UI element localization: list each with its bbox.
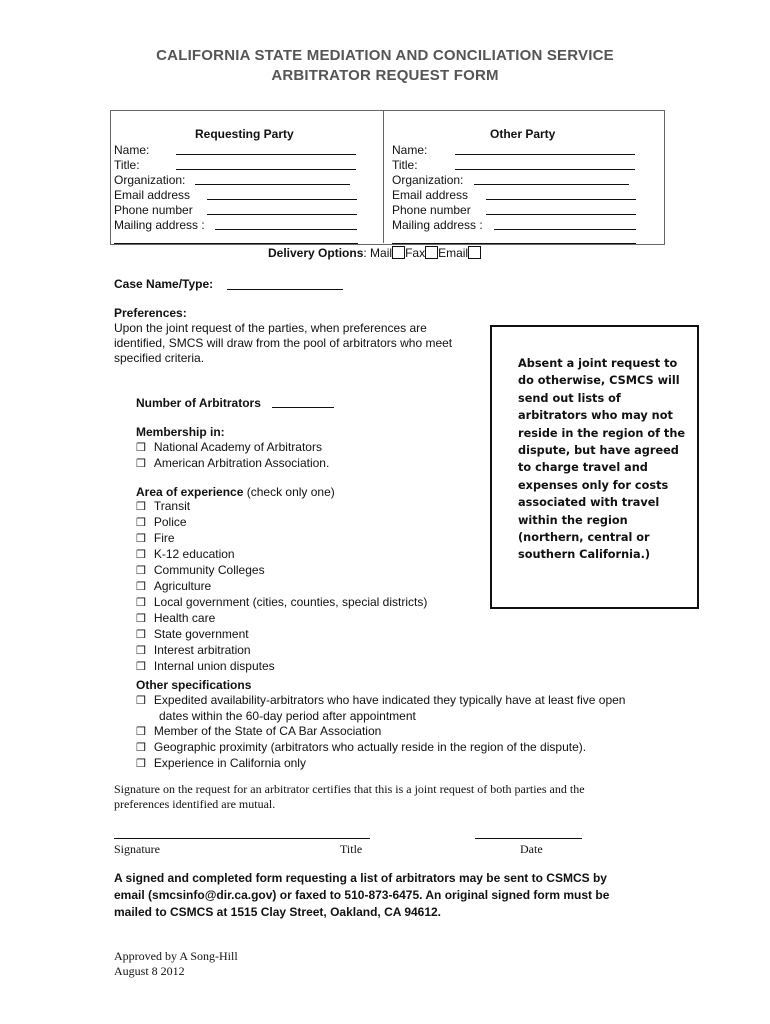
- rp-title-label: Title:: [114, 158, 140, 172]
- instruction-line: A signed and completed form requesting a list of arbitrators may be sent to CSMCS by: [114, 871, 607, 885]
- certification-line: preferences identified are mutual.: [114, 797, 276, 811]
- other-spec-item-label: Member of the State of CA Bar Association: [153, 724, 382, 738]
- rp-email-label: Email address: [114, 188, 191, 202]
- delivery-mail-label: Mail: [370, 246, 393, 260]
- date-field[interactable]: [475, 838, 582, 839]
- checkbox-icon[interactable]: ❒: [136, 458, 146, 470]
- note-line: do otherwise, CSMCS will: [518, 374, 680, 388]
- experience-item-label: Health care: [153, 611, 216, 625]
- op-organization-label: Organization:: [392, 173, 464, 187]
- rp-mailing-field[interactable]: [215, 229, 357, 230]
- experience-item[interactable]: [136, 611, 427, 627]
- experience-item-label: Transit: [153, 499, 191, 513]
- checkbox-icon[interactable]: ❒: [136, 742, 146, 754]
- experience-item[interactable]: [136, 531, 427, 547]
- experience-item[interactable]: [136, 579, 427, 595]
- experience-item-label: State government: [153, 627, 249, 641]
- experience-item-label: Local government (cities, counties, special districts): [153, 595, 428, 609]
- experience-item-label: Fire: [153, 531, 175, 545]
- other-specs-heading: Other specifications: [136, 678, 252, 692]
- signature-label: Signature: [114, 842, 160, 856]
- case-name-label: Case Name/Type:: [114, 277, 214, 291]
- delivery-email-label: Email: [438, 246, 469, 260]
- other-spec-item-label: Expedited availability-arbitrators who have indicated they typically have at least five open: [153, 693, 626, 707]
- experience-item[interactable]: [136, 515, 427, 531]
- form-title-line2: ARBITRATOR REQUEST FORM: [271, 67, 499, 84]
- note-line: Absent a joint request to: [518, 357, 678, 370]
- checkbox-icon[interactable]: ❒: [136, 726, 146, 738]
- op-organization-field[interactable]: [474, 184, 629, 185]
- experience-item-label: K-12 education: [153, 547, 235, 561]
- op-title-label: Title:: [392, 158, 418, 172]
- checkbox-icon[interactable]: ❒: [136, 597, 146, 609]
- experience-item-label: Community Colleges: [153, 563, 265, 577]
- op-phone-label: Phone number: [392, 203, 471, 217]
- instruction-line: mailed to CSMCS at 1515 Clay Street, Oakland, CA 94612.: [114, 905, 442, 919]
- note-text: [518, 355, 686, 564]
- approval-footer: [114, 949, 238, 979]
- rp-email-field[interactable]: [207, 199, 357, 200]
- membership-item-label: National Academy of Arbitrators: [153, 440, 322, 454]
- requesting-party-fields: [114, 143, 205, 233]
- membership-list: [136, 440, 329, 472]
- experience-item-label: Interest arbitration: [153, 643, 251, 657]
- experience-list: [136, 499, 427, 675]
- case-name-field[interactable]: [227, 289, 343, 290]
- op-email-field[interactable]: [486, 199, 636, 200]
- op-email-label: Email address: [392, 188, 469, 202]
- other-spec-item[interactable]: [136, 724, 625, 740]
- certification-text: [114, 782, 585, 812]
- checkbox-icon[interactable]: ❒: [136, 629, 146, 641]
- other-party-fields: [392, 143, 483, 233]
- other-spec-item[interactable]: [136, 693, 625, 709]
- checkbox-icon[interactable]: ❒: [136, 549, 146, 561]
- note-line: within the region: [518, 513, 628, 527]
- experience-item[interactable]: [136, 563, 427, 579]
- approval-date: August 8 2012: [114, 964, 185, 978]
- preferences-heading: Preferences:: [114, 306, 187, 320]
- experience-item[interactable]: [136, 499, 427, 515]
- other-party-heading: Other Party: [490, 127, 556, 141]
- delivery-email-checkbox[interactable]: [468, 246, 481, 259]
- experience-item[interactable]: [136, 643, 427, 659]
- checkbox-icon[interactable]: ❒: [136, 613, 146, 625]
- op-mailing-label: Mailing address :: [392, 218, 483, 232]
- other-spec-item[interactable]: [136, 740, 625, 756]
- note-line: (northern, central or: [518, 531, 650, 545]
- experience-item[interactable]: [136, 627, 427, 643]
- note-line: expenses only for costs: [518, 478, 669, 492]
- delivery-options: [268, 246, 481, 261]
- note-line: to charge travel and: [518, 461, 648, 475]
- party-box-divider: [383, 110, 384, 243]
- other-spec-item-label: Experience in California only: [153, 756, 306, 770]
- membership-item[interactable]: [136, 440, 329, 456]
- note-line: southern California.): [518, 548, 651, 562]
- checkbox-icon[interactable]: ❒: [136, 661, 146, 673]
- delivery-options-label: Delivery Options: [268, 246, 364, 260]
- signature-field[interactable]: [114, 838, 370, 839]
- other-spec-item-continuation: dates within the 60-day period after appointment: [159, 709, 416, 723]
- experience-item[interactable]: [136, 595, 427, 611]
- rp-mailing-label: Mailing address :: [114, 218, 205, 232]
- experience-item[interactable]: [136, 547, 427, 563]
- certification-line: Signature on the request for an arbitrator certifies that this is a joint request of both parties and the: [114, 782, 585, 796]
- op-phone-field[interactable]: [486, 214, 636, 215]
- delivery-fax-label: Fax: [405, 246, 426, 260]
- preferences-intro-line: Upon the joint request of the parties, when preferences are: [114, 321, 427, 335]
- rp-name-field[interactable]: [176, 154, 356, 155]
- checkbox-icon[interactable]: ❒: [136, 442, 146, 454]
- experience-heading-text: Area of experience: [136, 485, 244, 499]
- membership-item[interactable]: [136, 456, 329, 472]
- date-label: Date: [520, 842, 543, 856]
- rp-organization-label: Organization:: [114, 173, 186, 187]
- instruction-line: email (smcsinfo@dir.ca.gov) or faxed to 510-873-6475. An original signed form must be: [114, 888, 610, 902]
- delivery-mail-checkbox[interactable]: [392, 246, 405, 259]
- note-line: reside in the region of the: [518, 426, 686, 440]
- num-arbitrators-label: Number of Arbitrators: [136, 396, 261, 410]
- rp-name-label: Name:: [114, 143, 150, 157]
- note-line: arbitrators who may not: [518, 409, 673, 423]
- rp-phone-label: Phone number: [114, 203, 193, 217]
- experience-item[interactable]: [136, 659, 427, 675]
- delivery-colon: :: [363, 246, 371, 260]
- num-arbitrators-field[interactable]: [272, 407, 334, 408]
- experience-item-label: Internal union disputes: [153, 659, 275, 673]
- membership-item-label: American Arbitration Association.: [153, 456, 330, 470]
- title-label: Title: [340, 842, 363, 856]
- checkbox-icon[interactable]: ❒: [136, 517, 146, 529]
- experience-heading-note: (check only one): [243, 485, 335, 499]
- checkbox-icon[interactable]: ❒: [136, 565, 146, 577]
- experience-item-label: Agriculture: [153, 579, 212, 593]
- checkbox-icon[interactable]: ❒: [136, 533, 146, 545]
- rp-mailing-field-line2[interactable]: [114, 243, 358, 244]
- op-mailing-field-line2[interactable]: [392, 243, 636, 244]
- note-line: dispute, but have agreed: [518, 444, 679, 458]
- op-name-field[interactable]: [455, 154, 635, 155]
- rp-phone-field[interactable]: [207, 214, 357, 215]
- checkbox-icon[interactable]: ❒: [136, 695, 146, 707]
- delivery-fax-checkbox[interactable]: [425, 246, 438, 259]
- other-specs-list: [136, 693, 625, 772]
- other-spec-item[interactable]: [136, 756, 625, 772]
- op-mailing-field[interactable]: [494, 229, 636, 230]
- preferences-intro-line: specified criteria.: [114, 351, 205, 365]
- note-line: send out lists of: [518, 391, 621, 405]
- requesting-party-heading: Requesting Party: [195, 127, 294, 141]
- checkbox-icon[interactable]: ❒: [136, 581, 146, 593]
- other-spec-item-label: Geographic proximity (arbitrators who actually reside in the region of the dispute).: [153, 740, 587, 754]
- op-name-label: Name:: [392, 143, 428, 157]
- experience-heading: [136, 485, 335, 500]
- preferences-intro-line: identified, SMCS will draw from the pool of arbitrators who meet: [114, 336, 453, 350]
- preferences-intro: [114, 321, 452, 366]
- submission-instructions: [114, 870, 609, 921]
- approved-by: Approved by A Song-Hill: [114, 949, 238, 963]
- op-title-field[interactable]: [455, 169, 635, 170]
- checkbox-icon[interactable]: ❒: [136, 501, 146, 513]
- checkbox-icon[interactable]: ❒: [136, 758, 146, 770]
- experience-item-label: Police: [153, 515, 187, 529]
- note-line: associated with travel: [518, 496, 660, 510]
- rp-title-field[interactable]: [176, 169, 356, 170]
- form-title-line1: CALIFORNIA STATE MEDIATION AND CONCILIATION SERVICE: [156, 47, 614, 64]
- checkbox-icon[interactable]: ❒: [136, 645, 146, 657]
- membership-heading: Membership in:: [136, 425, 225, 439]
- rp-organization-field[interactable]: [195, 184, 350, 185]
